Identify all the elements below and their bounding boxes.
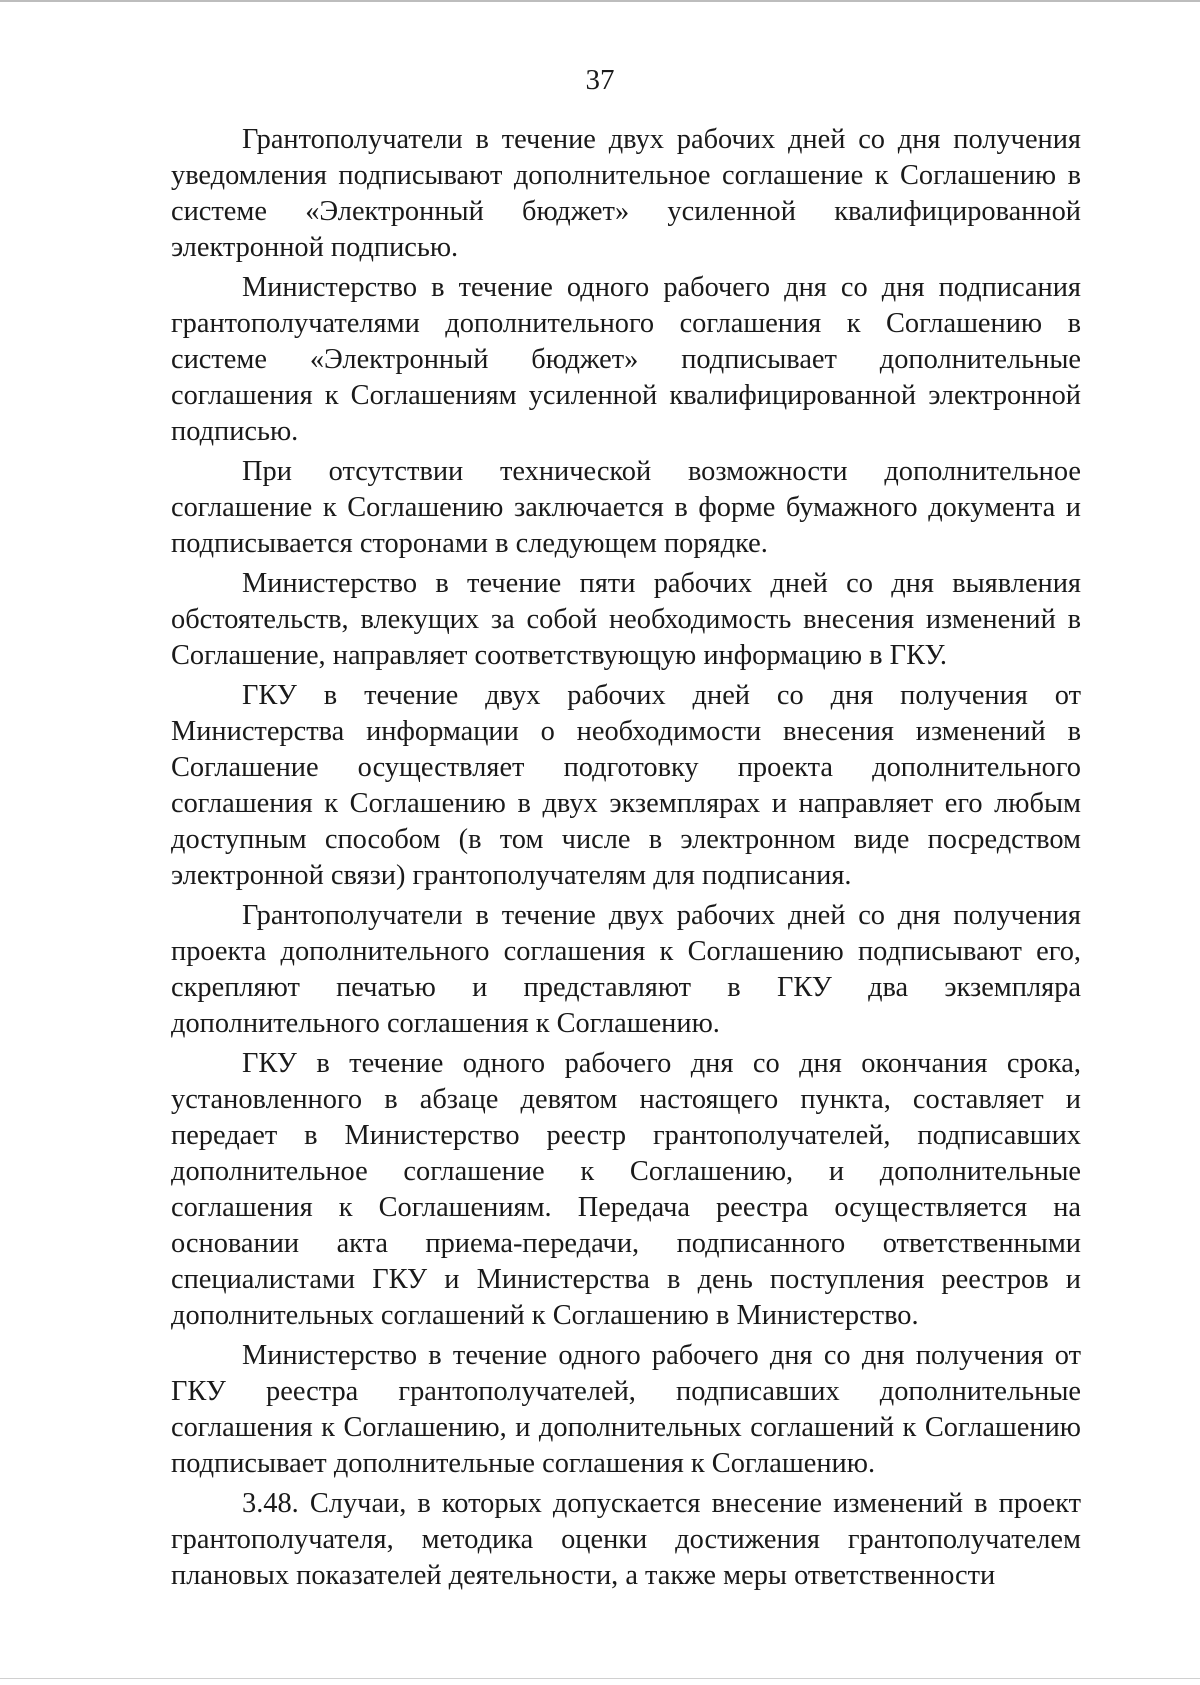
paragraph: Министерство в течение пяти рабочих дней со дня выявления обстоятельств, влекущих за собой необходимость внесения изменений в Соглашение, направляет соответствующую информацию в ГКУ. — [171, 568, 1081, 671]
paragraph: Министерство в течение одного рабочего дня со дня получения от ГКУ реестра грантополучателей, подписавших дополнительные соглашения к Соглашению, и дополнительных соглашений к Соглашению подписывает дополнительные соглашения к Соглашению. — [171, 1340, 1081, 1479]
page-number: 37 — [585, 64, 615, 96]
paragraph: Министерство в течение одного рабочего дня со дня подписания грантополучателями дополнительного соглашения к Соглашению в системе «Электронный бюджет» подписывает дополнительные соглашения к Соглашениям усиленной квалифицированной электронной подписью. — [171, 272, 1081, 447]
paragraph: При отсутствии технической возможности дополнительное соглашение к Соглашению заключается в форме бумажного документа и подписывается сторонами в следующем порядке. — [171, 456, 1081, 559]
paragraph: Грантополучатели в течение двух рабочих дней со дня получения уведомления подписывают дополнительное соглашение к Соглашению в системе «Электронный бюджет» усиленной квалифицированной электронной подписью. — [171, 124, 1081, 263]
paragraph: ГКУ в течение одного рабочего дня со дня окончания срока, установленного в абзаце девятом настоящего пункта, составляет и передает в Министерство реестр грантополучателей, подписавших дополнительное соглашение к Соглашению, и дополнительные соглашения к Соглашениям. Передача реестра осуществляется на основании акта приема-передачи, подписанного ответственными специалистами ГКУ и Министерства в день поступления реестров и дополнительных соглашений к Соглашению в Министерство. — [171, 1048, 1081, 1331]
paragraph: 3.48. Случаи, в которых допускается внесение изменений в проект грантополучателя, методика оценки достижения грантополучателем плановых показателей деятельности, а также меры ответственности — [171, 1488, 1081, 1591]
paragraph: ГКУ в течение двух рабочих дней со дня получения от Министерства информации о необходимости внесения изменений в Соглашение осуществляет подготовку проекта дополнительного соглашения к Соглашению в двух экземплярах и направляет его любым доступным способом (в том числе в электронном виде посредством электронной связи) грантополучателям для подписания. — [171, 680, 1081, 891]
paragraph: Грантополучатели в течение двух рабочих дней со дня получения проекта дополнительного соглашения к Соглашению подписывают его, скрепляют печатью и представляют в ГКУ два экземпляра дополнительного соглашения к Соглашению. — [171, 900, 1081, 1039]
document-body — [171, 122, 1081, 1598]
scan-edge-bottom — [0, 1678, 1200, 1679]
scan-edge-top — [0, 0, 1200, 2]
